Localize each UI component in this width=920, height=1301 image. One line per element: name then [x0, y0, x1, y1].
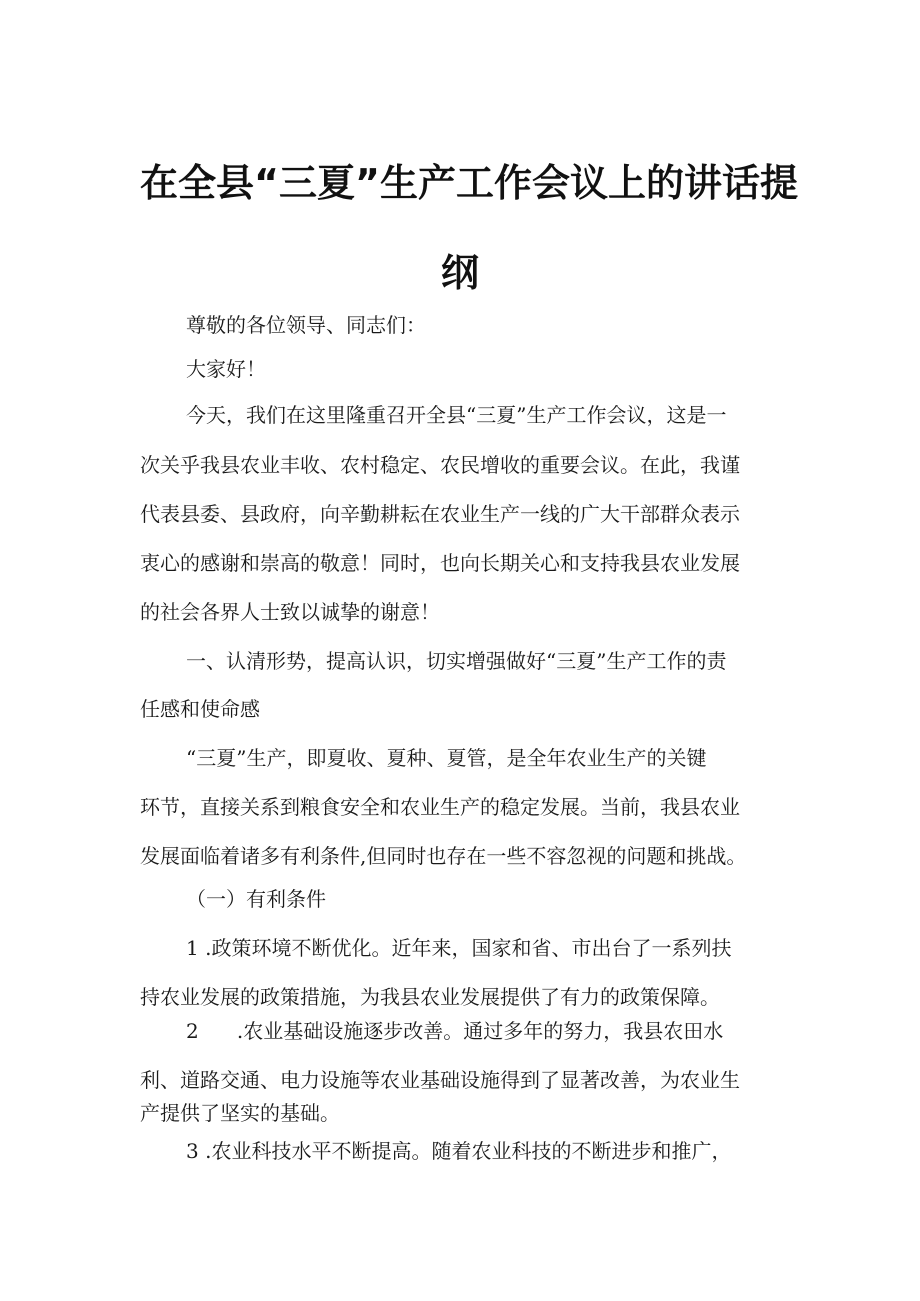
list-item-line: 持农业发展的政策措施，为我县农业发展提供了有力的政策保障。 [140, 985, 720, 1009]
paragraph-line: 次关乎我县农业丰收、农村稳定、农民增收的重要会议。在此，我谨 [140, 453, 740, 477]
paragraph-line: 今天，我们在这里隆重召开全县“三夏”生产工作会议，这是一 [186, 403, 727, 427]
document-title-line-2: 纲 [440, 251, 479, 295]
paragraph-line: 衷心的感谢和崇高的敬意！同时，也向长期关心和支持我县农业发展 [140, 551, 740, 575]
list-item-line: 利、道路交通、电力设施等农业基础设施得到了显著改善，为农业生 [140, 1068, 740, 1092]
list-item-line: 产提供了坚实的基础。 [140, 1101, 340, 1125]
section-heading: 任感和使命感 [140, 697, 260, 721]
salutation: 尊敬的各位领导、同志们： [186, 313, 426, 337]
document-title-line-1: 在全县“三夏”生产工作会议上的讲话提 [140, 161, 798, 205]
list-item-line: 2 .农业基础设施逐步改善。通过多年的努力，我县农田水 [186, 1019, 724, 1043]
greeting: 大家好！ [186, 357, 266, 381]
subsection-heading: （一）有利条件 [186, 887, 326, 911]
paragraph-line: 发展面临着诸多有利条件,但同时也存在一些不容忽视的问题和挑战。 [140, 844, 747, 868]
list-item-line: 1 .政策环境不断优化。近年来，国家和省、市出台了一系列扶 [186, 936, 732, 960]
paragraph-line: 的社会各界人士致以诚挚的谢意！ [140, 600, 440, 624]
paragraph-line: 环节，直接关系到粮食安全和农业生产的稳定发展。当前，我县农业 [140, 795, 740, 819]
paragraph-line: 代表县委、县政府，向辛勤耕耘在农业生产一线的广大干部群众表示 [140, 502, 740, 526]
paragraph-line: “三夏”生产，即夏收、夏种、夏管，是全年农业生产的关键 [186, 746, 707, 770]
list-item-line: 3 .农业科技水平不断提高。随着农业科技的不断进步和推广， [186, 1139, 732, 1163]
section-heading: 一、认清形势，提高认识，切实增强做好“三夏”生产工作的责 [186, 649, 727, 673]
